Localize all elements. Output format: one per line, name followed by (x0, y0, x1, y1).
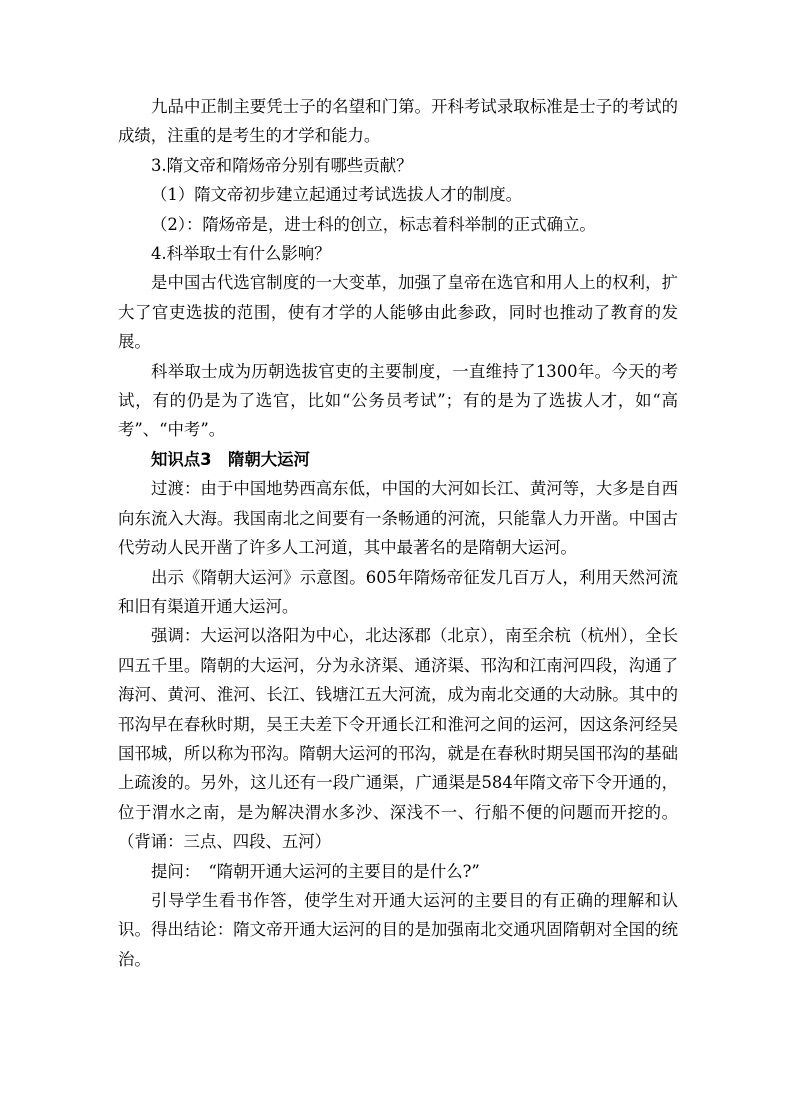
document-page (118, 92, 678, 974)
paragraph-transition: 过渡：由于中国地势西高东低，中国的大河如长江、黄河等，大多是自西向东流入大海。我国南北之间要有一条畅通的河流，只能靠人力开凿。中国古代劳动人民开凿了许多人工河道，其中最著名的是隋朝大运河。 (118, 479, 678, 558)
answer-3-2: （2）：隋炀帝是，进士科的创立，标志着科举制的正式确立。 (151, 214, 596, 234)
answer-4: 是中国古代选官制度的一大变革，加强了皇帝在选官和用人上的权利，扩大了官吏选拔的范围，使有才学的人能够由此参政，同时也推动了教育的发展。 (118, 273, 678, 352)
paragraph-keju-legacy: 科举取士成为历朝选拔官吏的主要制度，一直维持了1300年。今天的考试，有的仍是为了选官，比如“公务员考试”；有的是为了选拔人才，如“高考”、“中考”。 (118, 361, 678, 440)
paragraph-emphasis: 强调：大运河以洛阳为中心，北达涿郡（北京），南至余杭（杭州），全长四五千里。隋朝的大运河，分为永济渠、通济渠、邗沟和江南河四段，沟通了海河、黄河、淮河、长江、钱塘江五大河流，成为南北交通的大动脉。其中的邗沟早在春秋时期，吴王夫差下令开通长江和淮河之间的运河，因这条河经吴国邗城，所以称为邗沟。隋朝大运河的邗沟，就是在春秋时期吴国邗沟的基础上疏浚的。另外，这儿还有一段广通渠，广通渠是584年隋文帝下令开通的，位于渭水之南，是为解决渭水多沙、深浅不一、行船不便的问题而开挖的。（背诵：三点、四段、五河） (118, 626, 678, 852)
paragraph-question: 提问： “隋朝开通大运河的主要目的是什么?” (151, 861, 480, 881)
section-heading: 知识点3 隋朝大运河 (151, 449, 310, 469)
paragraph-show-map: 出示《隋朝大运河》示意图。605年隋炀帝征发几百万人，利用天然河流和旧有渠道开通大运河。 (118, 567, 678, 616)
question-4: 4.科举取士有什么影响？ (151, 244, 331, 264)
answer-3-1: （1）隋文帝初步建立起通过考试选拔人才的制度。 (151, 185, 523, 205)
paragraph-conclusion: 引导学生看书作答，使学生对开通大运河的主要目的有正确的理解和认识。得出结论：隋文帝开通大运河的目的是加强南北交通巩固隋朝对全国的统治。 (118, 890, 678, 969)
paragraph-exam-comparison: 九品中正制主要凭士子的名望和门第。开科考试录取标准是士子的考试的成绩，注重的是考生的才学和能力。 (118, 97, 678, 146)
question-3: 3.隋文帝和隋炀帝分别有哪些贡献？ (151, 155, 413, 175)
